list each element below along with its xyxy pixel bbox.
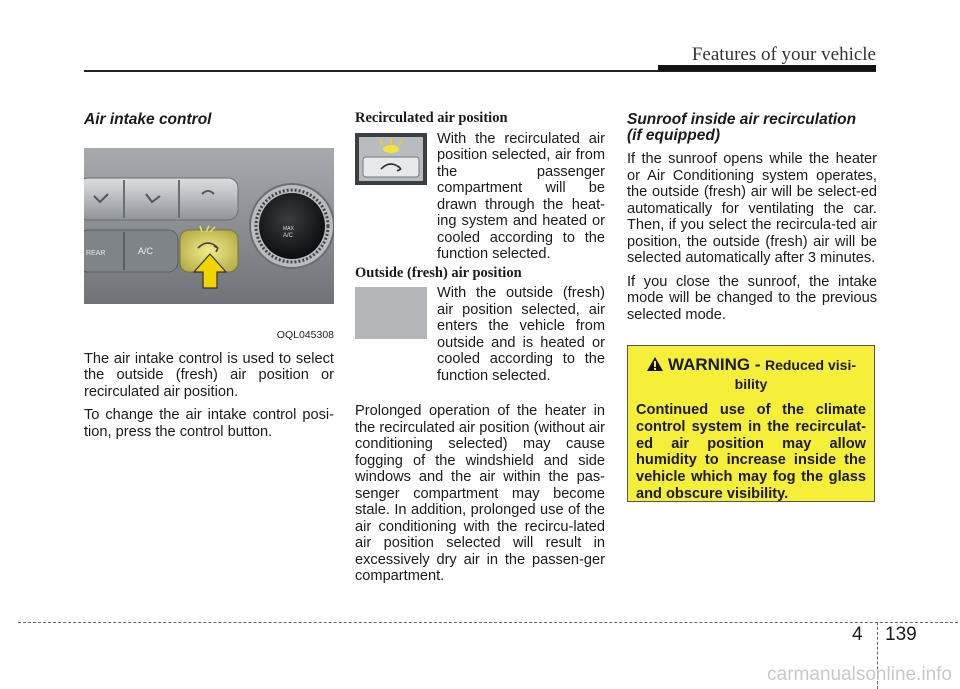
- sunroof-heading-line1: Sunroof inside air recirculation: [627, 111, 857, 128]
- chapter-number: 4: [852, 624, 863, 645]
- recirculated-text: With the recirculated air position selected, air from the passenger compartment will be drawn through the heat-ing system and heated or cooled according to the function selected.: [437, 130, 605, 262]
- knob-ac-label: A/C: [283, 232, 294, 239]
- air-intake-paragraph-1: The air intake control is used to select the outside (fresh) air position or recirculated air position.: [84, 350, 334, 400]
- column-middle: [355, 110, 605, 592]
- recirculated-row: [355, 131, 605, 265]
- watermark: carmanualsonline.info: [767, 664, 952, 685]
- warning-title: [636, 356, 866, 394]
- fresh-air-text: With the outside (fresh) air position selected, air enters the vehicle from outside and is heated or cooled according to the function selected.: [437, 285, 605, 384]
- prolonged-operation-paragraph: Prolonged operation of the heater in the recirculated air position (without air conditioning selected) may cause fogging of the windshield and side windows and the air within the pas-senger compartment may become stale. In addition, prolonged use of the air conditioning with the recircu-lated air position selected will result in excessively dry air in the passen-ger compartment.: [355, 403, 605, 584]
- figure-code: OQL045308: [276, 329, 334, 341]
- warning-body: Continued use of the climate control system in the recirculat-ed air position may allow humidity to increase inside the vehicle which may fog the glass and obscure visibility.: [636, 402, 866, 502]
- sunroof-paragraph-1: If the sunroof opens while the heater or Air Conditioning system operates, the outside (fresh) air will be select-ed automatically for ventilating the car. Then, if you select the recircula-ted air position, the outside (fresh) air will be selected automatically after 3 minutes.: [627, 151, 877, 266]
- control-panel-figure: [84, 148, 334, 344]
- control-panel-photo: [84, 148, 334, 344]
- column-right: [627, 110, 877, 330]
- warning-triangle-icon: [646, 356, 664, 372]
- warning-word: WARNING -: [667, 355, 761, 374]
- fresh-air-indicator-icon: [355, 287, 427, 339]
- sunroof-heading-line2: (if equipped): [627, 127, 720, 144]
- header-title: Features of your vehicle: [691, 44, 876, 65]
- warning-subtitle-2: bility: [734, 376, 768, 392]
- knob-max-label: MAX: [283, 225, 294, 232]
- ac-label: A/C: [138, 245, 154, 256]
- footer-rule: [18, 622, 958, 623]
- recirculated-heading: Recirculated air position: [355, 110, 508, 126]
- sunroof-paragraph-2: If you close the sunroof, the intake mode will be changed to the previous selected mode.: [627, 273, 877, 323]
- fresh-air-heading: Outside (fresh) air position: [355, 264, 522, 281]
- rear-label: REAR: [86, 249, 106, 257]
- column-left: [84, 110, 334, 447]
- page-number: 139: [885, 624, 917, 645]
- air-intake-paragraph-2: To change the air intake control posi-tion, press the control button.: [84, 407, 334, 440]
- warning-subtitle-1: Reduced visi-: [764, 357, 857, 373]
- fresh-air-row: [355, 285, 605, 403]
- section-heading-air-intake: Air intake control: [84, 111, 212, 128]
- header-rule-accent: [658, 65, 876, 71]
- warning-box: [627, 345, 875, 502]
- recirculate-indicator-icon: [355, 133, 427, 185]
- sunroof-heading: [627, 112, 877, 144]
